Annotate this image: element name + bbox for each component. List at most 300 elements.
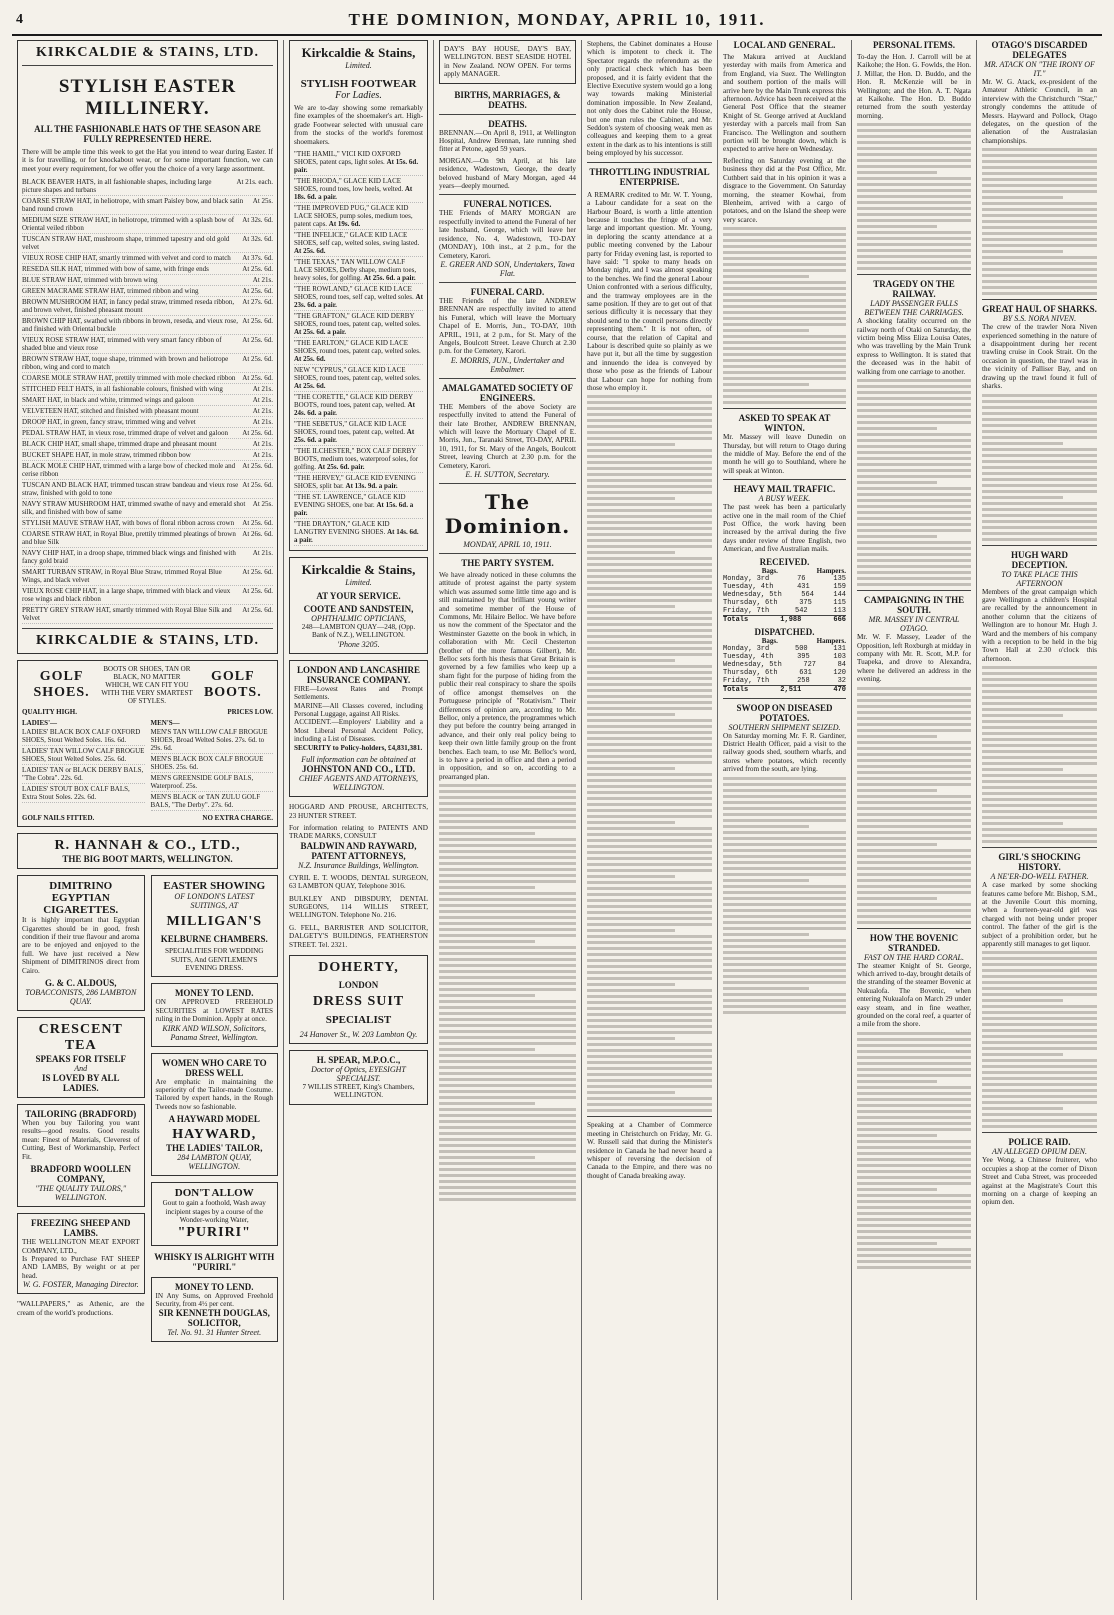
text-line: [982, 280, 1097, 283]
paper-title: THE DOMINION, MONDAY, APRIL 10, 1911.: [348, 10, 766, 29]
sharks-title: GREAT HAUL OF SHARKS.: [982, 304, 1097, 315]
dimitrino-body: It is highly important that Egyptian Cigarettes should be in good, fresh condition if their true flavour and aroma are to be enjoyed and enjoyed to the full. We have just received a New Shipment of DIMITRINOS direct from Cairo.: [22, 916, 140, 975]
text-line: [723, 233, 846, 236]
hat-item: [22, 439, 273, 450]
shoe-item: [294, 392, 423, 419]
text-line: [857, 553, 971, 556]
text-line: [587, 965, 712, 968]
text-line: [982, 454, 1097, 457]
text-line: [982, 406, 1097, 409]
text-line: [982, 412, 1097, 415]
text-line: [857, 1122, 971, 1125]
doherty-ad: [289, 955, 428, 1044]
text-line: [587, 911, 712, 914]
potato-continued: [723, 777, 846, 1014]
text-line: [723, 275, 809, 278]
shoe-item: [294, 311, 423, 338]
text-line: [587, 929, 675, 932]
women-body: Are emphatic in maintaining the superiority of the Tailor-made Costume. Tailored by expert hands, in the Rough Tweeds now so fashionable.: [155, 1077, 273, 1111]
london-lancashire-ad: [289, 660, 428, 797]
text-line: [587, 473, 712, 476]
text-line: [982, 1089, 1097, 1092]
text-line: [439, 1120, 576, 1123]
hannah-tag: THE BIG BOOT MARTS, WELLINGTON.: [62, 854, 233, 865]
money-title: MONEY TO LEND.: [174, 988, 254, 999]
text-line: [982, 202, 1097, 205]
hat-name: STYLISH MAUVE STRAW HAT, with bows of floral ribbon across crown: [22, 519, 235, 528]
text-line: [587, 653, 712, 656]
text-line: [857, 1128, 971, 1131]
text-line: [857, 807, 971, 810]
text-line: [587, 851, 712, 854]
campaign-title: CAMPAIGNING IN THE SOUTH.: [863, 595, 965, 616]
otago-title: OTAGO'S DISCARDED DELEGATES: [991, 40, 1088, 60]
shoe-item: [294, 284, 423, 311]
text-line: [723, 335, 846, 338]
text-line: [723, 861, 846, 864]
text-line: [982, 538, 1097, 541]
text-line: [857, 879, 971, 882]
text-line: [857, 1212, 971, 1215]
hat-price: At 21s.: [252, 276, 273, 285]
text-line: [982, 798, 1097, 801]
shoe-price: At 25s. 6d.: [294, 355, 326, 364]
text-line: [587, 521, 712, 524]
text-line: [723, 783, 846, 786]
text-line: [857, 759, 971, 762]
text-line: [723, 981, 846, 984]
paper-nameplate: The Dominion.: [444, 490, 571, 538]
text-line: [857, 1254, 971, 1257]
hayward-mark: A HAYWARD MODEL: [168, 1114, 260, 1125]
crescent-title: CRESCENT TEA: [38, 1022, 123, 1054]
text-line: [857, 921, 971, 924]
hat-name: BROWN CHIP HAT, swathed with ribbons in brown, reseda, and vieux rose, and finished with Oriental buckle: [22, 317, 238, 334]
hat-price: At 25s. 6d.: [242, 462, 273, 471]
text-line: [723, 1005, 846, 1008]
text-line: [857, 487, 971, 490]
text-line: [439, 1192, 576, 1195]
text-line: [857, 909, 971, 912]
golf-mens-list: [151, 727, 274, 811]
text-line: [587, 401, 712, 404]
text-line: [857, 1110, 971, 1113]
text-line: [857, 135, 971, 138]
shoe-name: "THE TEXAS," TAN WILLOW CALF LACE SHOES, Derby shape, medium toes, heavy soles, for golfing.: [294, 258, 417, 283]
text-line: [587, 1043, 712, 1046]
hat-name: COARSE STRAW HAT, in heliotrope, with smart Paisley bow, and black satin band round crown: [22, 197, 244, 214]
text-line: [982, 999, 1063, 1002]
golf-ladies-item: LADIES' BLACK BOX CALF OXFORD SHOES, Stout Welted Soles. 16s. 6d.: [22, 727, 145, 746]
text-line: [723, 341, 846, 344]
paper-date: MONDAY, APRIL 10, 1911.: [463, 540, 552, 549]
hat-name: SMART HAT, in black and white, trimmed wings and galoon: [22, 396, 194, 405]
text-line: [723, 957, 846, 960]
text-line: [587, 791, 712, 794]
text-line: [723, 227, 846, 230]
text-line: [857, 813, 971, 816]
shoe-name: "THE CORETTE," GLACE KID DERBY BOOTS, round toes, patent cap, welted.: [294, 393, 413, 410]
service-brand-ltd: Limited.: [345, 578, 372, 588]
dimitrino-title: DIMITRINO EGYPTIAN CIGARETTES.: [43, 880, 119, 917]
potato-body: On Saturday morning Mr. F. R. Gardiner, District Health Officer, paid a visit to the railway goods shed, southern wharfs, and stores where potatoes, which recently arrived from the south, are lying.: [723, 731, 846, 774]
text-line: [982, 424, 1097, 427]
hayward-tag: THE LADIES' TAILOR,: [166, 1143, 263, 1154]
text-line: [587, 659, 675, 662]
text-line: [439, 1006, 576, 1009]
text-line: [439, 994, 535, 997]
deaths-heading: DEATHS.: [488, 118, 527, 129]
text-line: [857, 1224, 971, 1227]
table-row: [723, 645, 846, 653]
table-cell: 1,988: [780, 615, 802, 624]
text-line: [439, 946, 576, 949]
text-line: [439, 934, 576, 937]
text-line: [857, 885, 971, 888]
hat-item: [22, 529, 273, 548]
table-cell: 113: [833, 606, 846, 615]
money-body: ON APPROVED FREEHOLD SECURITIES at LOWEST RATES ruling in the Dominion. Apply at once.: [155, 998, 273, 1024]
text-line: [857, 1176, 971, 1179]
tailoring-ad: [17, 1104, 145, 1207]
table-cell: 131: [833, 644, 846, 653]
text-line: [857, 451, 971, 454]
text-line: [982, 496, 1063, 499]
text-line: [857, 1164, 971, 1167]
golf-ladies-item: LADIES' STOUT BOX CALF BALS, Extra Stout Soles. 22s. 6d.: [22, 784, 145, 803]
text-line: [857, 403, 971, 406]
hat-item: [22, 480, 273, 499]
editorial-continued: [439, 784, 576, 1201]
table-cell: Tuesday, 4th: [723, 582, 774, 591]
text-line: [982, 214, 1097, 217]
text-line: [857, 421, 971, 424]
shoe-name: "THE RHODA," GLACE KID LACE SHOES, round toes, low heels, welted.: [294, 177, 405, 194]
text-line: [439, 1030, 576, 1033]
footwear-subtitle: For Ladies.: [335, 90, 382, 101]
shoe-price: At 13s. 9d. a pair.: [345, 482, 398, 491]
hayward-ad: [151, 1053, 279, 1177]
text-line: [723, 269, 846, 272]
text-line: [857, 765, 971, 768]
text-line: [857, 693, 971, 696]
page-number: 4: [16, 12, 23, 27]
text-line: [587, 1013, 712, 1016]
douglas-ad: [151, 1277, 279, 1343]
text-line: [439, 850, 576, 853]
hat-item: [22, 297, 273, 316]
text-line: [857, 711, 971, 714]
text-line: [723, 789, 846, 792]
text-line: [982, 738, 1097, 741]
text-line: [587, 539, 712, 542]
text-line: [723, 239, 846, 242]
text-line: [587, 779, 712, 782]
column-2: [284, 40, 434, 1600]
funeral-notice-3-sign: E. H. SUTTON, Secretary.: [465, 470, 550, 479]
shoe-price: At 15s. 6d. pair.: [294, 158, 419, 175]
girls-sub: A NE'ER-DO-WELL FATHER.: [990, 872, 1089, 882]
hat-item: [22, 395, 273, 406]
text-line: [439, 1066, 576, 1069]
text-line: [857, 855, 971, 858]
text-line: [857, 195, 971, 198]
text-line: [439, 1018, 576, 1021]
text-line: [982, 286, 1097, 289]
text-line: [587, 941, 712, 944]
text-line: [587, 959, 712, 962]
text-line: [857, 571, 971, 574]
text-line: [982, 154, 1097, 157]
text-line: [587, 533, 712, 536]
text-line: [857, 445, 971, 448]
text-line: [587, 419, 712, 422]
text-line: [857, 1056, 971, 1059]
text-line: [439, 958, 576, 961]
potato-title: SWOOP ON DISEASED POTATOES.: [736, 702, 833, 723]
text-line: [587, 551, 675, 554]
text-line: [723, 311, 846, 314]
text-line: [857, 753, 971, 756]
table-cell: Friday, 7th: [723, 676, 770, 685]
johnston-tag: CHIEF AGENTS AND ATTORNEYS, WELLINGTON.: [298, 774, 419, 793]
text-line: [982, 436, 1097, 439]
table-header-cell: Bags.: [761, 636, 778, 645]
hat-name: VIEUX ROSE CHIP HAT, smartly trimmed with velvet and cord to match: [22, 254, 231, 263]
asked-body: Mr. Massey will leave Dunedin on Thursday, but will return to Otago during the middle of May. Before the end of the month he will go to Southland, where he will speak at Winton.: [723, 433, 846, 475]
text-line: [723, 999, 846, 1002]
text-line: [587, 1067, 712, 1070]
shoe-name: "THE ROWLAND," GLACE KID LACE SHOES, round toes, self cap, welted soles.: [294, 285, 416, 302]
potato-sub: SOUTHERN SHIPMENT SEIZED.: [728, 722, 841, 732]
text-line: [982, 400, 1097, 403]
money2-firm: SIR KENNETH DOUGLAS, SOLICITOR,: [158, 1308, 270, 1329]
text-line: [982, 708, 1097, 711]
otago-continued: [982, 148, 1097, 295]
campaign-body: Mr. W. F. Massey, Leader of the Opposition, left Roxburgh at midday in company with Mr. R. Scott, M.P. for Tuapeka, and drove to Alexandra, where he delivered an address in the evening.: [857, 633, 971, 684]
text-line: [587, 497, 675, 500]
text-line: [982, 526, 1097, 529]
table-cell: Thursday, 6th: [723, 668, 778, 677]
hat-item: [22, 373, 273, 384]
text-line: [587, 569, 712, 572]
shoe-name: "THE GRAFTON," GLACE KID DERBY SHOES, round toes, patent cap, welted soles.: [294, 312, 421, 329]
text-line: [587, 509, 712, 512]
text-line: [587, 1049, 712, 1052]
footwear-brand: Kirkcaldie & Stains,: [301, 45, 416, 60]
text-line: [857, 427, 937, 430]
text-line: [587, 809, 712, 812]
hat-item: [22, 316, 273, 335]
text-line: [982, 1119, 1097, 1122]
text-line: [439, 1072, 576, 1075]
doherty-name: DOHERTY,: [318, 959, 399, 975]
text-line: [587, 1055, 712, 1058]
funeral-notice-2: THE Friends of the late ANDREW BRENNAN are respectfully invited to attend his Funeral, which will leave the Mortuary Chapel of E. Morris, Jun., TO-DAY, 10th APRIL, 1911, at 2 p.m., for St. Mary of the Angels, Boulcott Street. Leave Church at 2.30 p.m. for the Cemetery, Karori.: [439, 296, 576, 356]
text-line: [439, 1132, 576, 1135]
text-line: [857, 147, 971, 150]
text-line: [587, 1073, 712, 1076]
throttle-continued: [587, 395, 712, 1112]
hat-name: PRETTY GREY STRAW HAT, smartly trimmed with Royal Blue Silk and Velvet: [22, 606, 232, 623]
text-line: [857, 475, 971, 478]
text-line: [982, 1107, 1063, 1110]
column-5: [718, 40, 852, 1600]
text-line: [723, 807, 846, 810]
golf-ladies-label: LADIES'—: [22, 719, 58, 728]
hat-name: PEDAL STRAW HAT, in vieux rose, trimmed drape of velvet and galoon: [22, 429, 228, 438]
text-line: [439, 1078, 576, 1081]
text-line: [857, 1230, 971, 1233]
text-line: [857, 783, 971, 786]
text-line: [587, 1031, 712, 1034]
text-line: [723, 389, 846, 392]
text-line: [587, 671, 712, 674]
text-line: [439, 892, 576, 895]
bovenic-sub: FAST ON THE HARD CORAL.: [864, 952, 964, 962]
text-line: [587, 455, 712, 458]
text-line: [857, 873, 971, 876]
text-line: [723, 849, 846, 852]
text-line: [857, 409, 971, 412]
text-line: [982, 993, 1097, 996]
text-line: [723, 287, 846, 290]
text-line: [587, 695, 712, 698]
otago-body: Mr. W. G. Atack, ex-president of the Amateur Athletic Council, in an interview with the Christchurch "Star," strongly condemns the attitude of Messrs. Hayward and Pollock, Otago delegates, on the question of the alienation of the Australasian championships.: [982, 78, 1097, 145]
text-line: [587, 827, 712, 830]
hat-name: VELVETEEN HAT, stitched and finished with pheasant mount: [22, 407, 199, 416]
text-line: [723, 873, 846, 876]
table-cell: 375: [799, 598, 812, 607]
text-line: [982, 957, 1097, 960]
text-line: [587, 665, 712, 668]
text-line: [587, 491, 712, 494]
hat-name: TUSCAN STRAW HAT, mushroom shape, trimmed tapestry and old gold velvet: [22, 235, 230, 252]
text-line: [587, 1109, 712, 1112]
text-line: [982, 981, 1097, 984]
text-line: [857, 415, 971, 418]
text-line: [982, 208, 1097, 211]
text-line: [723, 879, 809, 882]
text-line: [723, 867, 846, 870]
text-line: [982, 804, 1097, 807]
text-line: [587, 1007, 712, 1010]
golf-shoes-heading: GOLF SHOES.: [33, 669, 90, 701]
text-line: [982, 951, 1097, 954]
text-line: [723, 377, 846, 380]
text-line: [439, 874, 576, 877]
text-line: [587, 977, 712, 980]
text-line: [982, 274, 1097, 277]
spear-addr: 7 WILLIS STREET, King's Chambers, WELLINGTON.: [302, 1082, 415, 1100]
text-line: [857, 867, 971, 870]
text-line: [587, 443, 675, 446]
text-line: [857, 225, 937, 228]
text-line: [439, 868, 576, 871]
text-line: [857, 1260, 971, 1263]
text-line: [857, 801, 971, 804]
hat-item: [22, 354, 273, 373]
text-line: [857, 565, 971, 568]
text-line: [982, 166, 1097, 169]
hat-item: [22, 264, 273, 275]
text-line: [723, 945, 846, 948]
text-line: [587, 1091, 675, 1094]
text-line: [982, 774, 1097, 777]
text-line: [723, 903, 846, 906]
text-line: [587, 815, 712, 818]
text-line: [982, 472, 1097, 475]
text-line: [587, 479, 712, 482]
text-line: [857, 1074, 971, 1077]
hat-price: At 25s. 6d.: [242, 317, 273, 326]
text-line: [857, 771, 971, 774]
text-line: [587, 1025, 712, 1028]
funeral-card: FUNERAL CARD.: [470, 286, 545, 297]
shoe-item: [294, 446, 423, 473]
shoe-price: At 23s. 6d. a pair.: [294, 293, 423, 310]
shoe-name: "THE DRAYTON," GLACE KID LANGTRY EVENING SHOES.: [294, 520, 390, 537]
hat-price: At 25s. 6d.: [242, 481, 273, 490]
hat-price: At 25s. 6d.: [242, 265, 273, 274]
shoe-name: "THE SEBETUS," GLACE KID LACE SHOES, round toes, patent cap, welted.: [294, 420, 407, 437]
text-line: [982, 1077, 1097, 1080]
text-line: [982, 678, 1097, 681]
hat-name: GREEN MACRAME STRAW HAT, trimmed ribbon and wing: [22, 287, 199, 296]
hayward-name: HAYWARD,: [172, 1127, 257, 1143]
freezing-title: FREEZING SHEEP AND LAMBS.: [30, 1218, 131, 1239]
text-line: [982, 160, 1097, 163]
text-line: [587, 689, 712, 692]
text-line: [439, 1024, 576, 1027]
text-line: [439, 1186, 576, 1189]
text-line: [439, 1036, 576, 1039]
shoe-item: [294, 203, 423, 230]
text-line: [857, 391, 971, 394]
patents-info: For information relating to PATENTS AND TRADE MARKS, CONSULT: [289, 823, 428, 841]
text-line: [723, 347, 846, 350]
column-6: [852, 40, 977, 1600]
table-total-row: [723, 685, 846, 694]
text-line: [982, 226, 1097, 229]
text-line: [982, 250, 1063, 253]
text-line: [857, 219, 971, 222]
text-line: [857, 1032, 971, 1035]
hat-price: At 21s.: [252, 407, 273, 416]
mail-sub: A BUSY WEEK.: [758, 494, 811, 504]
tragedy-continued: [857, 379, 971, 586]
shoe-item: [294, 176, 423, 203]
table-cell: 159: [833, 582, 846, 591]
text-line: [723, 837, 846, 840]
text-line: [982, 394, 1097, 397]
text-line: [982, 184, 1097, 187]
text-line: [587, 737, 712, 740]
golf-nails: GOLF NAILS FITTED.: [22, 814, 95, 823]
text-line: [857, 153, 971, 156]
text-line: [587, 983, 675, 986]
hat-price: At 25s. 6d.: [242, 429, 273, 438]
text-line: [982, 490, 1097, 493]
text-line: [439, 928, 576, 931]
golf-mens-item: MEN'S TAN WILLOW CALF BROGUE SHOES, Broad Welted Soles. 27s. 6d. to 29s. 6d.: [151, 727, 274, 754]
table-row: [723, 591, 846, 599]
text-line: [587, 617, 712, 620]
campaign-continued: [857, 687, 971, 924]
column-1: [12, 40, 284, 1600]
freezing-company: THE WELLINGTON MEAT EXPORT COMPANY, LTD.,: [22, 1238, 140, 1255]
text-line: [723, 963, 846, 966]
